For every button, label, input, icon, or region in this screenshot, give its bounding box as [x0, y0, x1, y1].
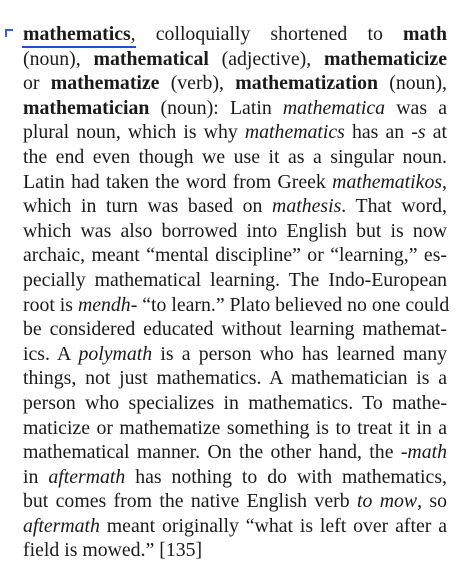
italic-term: mathematica [282, 96, 386, 119]
entry-text: but comes from the native English verb [23, 490, 357, 513]
entry-text: at [425, 121, 447, 144]
headword-term: mathematize [50, 72, 160, 95]
entry-text: which in turn was based on [23, 195, 273, 218]
entry-line [23, 145, 447, 170]
entry-text: was a [385, 96, 447, 119]
italic-term: aftermath [23, 514, 100, 537]
entry-line [23, 514, 447, 539]
entry-text: . That word, [341, 195, 448, 218]
headword-term: mathematical [93, 47, 209, 70]
entry-text: (noun), [378, 72, 447, 95]
italic-term: to mow [356, 490, 418, 513]
italic-term: -math [400, 441, 447, 464]
entry-line [23, 71, 447, 96]
entry-line [23, 47, 447, 72]
entry-line [23, 489, 447, 514]
entry-line [23, 268, 447, 293]
entry-line [23, 170, 447, 195]
entry-text: ics. A [23, 342, 79, 365]
entry-text: , colloquially shortened to [130, 23, 404, 45]
headword-term: mathematization [235, 72, 379, 95]
entry-text: field is mowed.” [135] [23, 539, 203, 562]
italic-term: mathematics [244, 121, 345, 144]
entry-line [23, 22, 447, 47]
entry-line [23, 317, 447, 342]
italic-term: polymath [78, 342, 153, 365]
italic-term: -s [411, 121, 426, 144]
entry-text: which was also borrowed into English but is now [23, 219, 447, 242]
entry-line [23, 219, 447, 244]
entry-text: , [442, 170, 447, 193]
entry-text: maticize or mathematize something is to treat it in a [23, 416, 447, 439]
italic-term: mathematikos [332, 170, 443, 193]
entry-line [23, 342, 447, 367]
headword-term: mathematician [23, 96, 150, 119]
entry-text: or [23, 72, 51, 95]
entry-text: , so [417, 490, 447, 513]
corner-marker-icon [5, 29, 13, 37]
entry-text: (adjective), [208, 47, 324, 70]
entry-text: Latin had taken the word from Greek [23, 170, 333, 193]
entry-text: is a person who has learned many [152, 342, 447, 365]
entry-line [23, 391, 447, 416]
entry-line [23, 120, 447, 145]
entry-line [23, 243, 447, 268]
headword-term: mathematicize [323, 47, 447, 70]
headword-term: mathematics [23, 23, 131, 45]
entry-line [23, 194, 447, 219]
entry-text: (verb), [159, 72, 236, 95]
entry-text: “to learn.” Plato believed no one could [137, 293, 450, 316]
entry-line [23, 96, 447, 121]
italic-term: mendh- [77, 293, 138, 316]
entry-line [23, 538, 447, 563]
headword-term: math [403, 23, 447, 45]
italic-term: aftermath [48, 465, 126, 488]
entry-text: the end even though we use it as a singular noun. [23, 145, 447, 168]
entry-text: in [23, 465, 49, 488]
entry-text: has nothing to do with mathematics, [125, 465, 447, 488]
entry-text: (noun), [23, 47, 94, 70]
entry-text: plural noun, which is why [23, 121, 245, 144]
entry-text: mathematical manner. On the other hand, the [23, 441, 401, 464]
entry-line [23, 366, 447, 391]
entry-line [23, 293, 450, 318]
entry-text: pecially mathematical learning. The Indo-European [23, 268, 447, 291]
entry-text: has an [344, 121, 412, 144]
dictionary-entry [23, 22, 450, 563]
entry-text: things, not just mathematics. A mathematician is a [23, 367, 447, 390]
entry-text: (noun): Latin [149, 96, 283, 119]
entry-text: be considered educated without learning mathemat- [23, 318, 447, 341]
entry-text: archaic, meant “mental discipline” or “learning,” es- [23, 244, 447, 267]
entry-text: meant originally “what is left over after a [99, 514, 447, 537]
entry-line [23, 465, 447, 490]
entry-line [23, 440, 447, 465]
entry-line [23, 416, 447, 441]
entry-text: person who specializes in mathematics. To mathe- [23, 391, 447, 414]
entry-text: root is [23, 293, 78, 316]
italic-term: mathesis [272, 195, 342, 218]
